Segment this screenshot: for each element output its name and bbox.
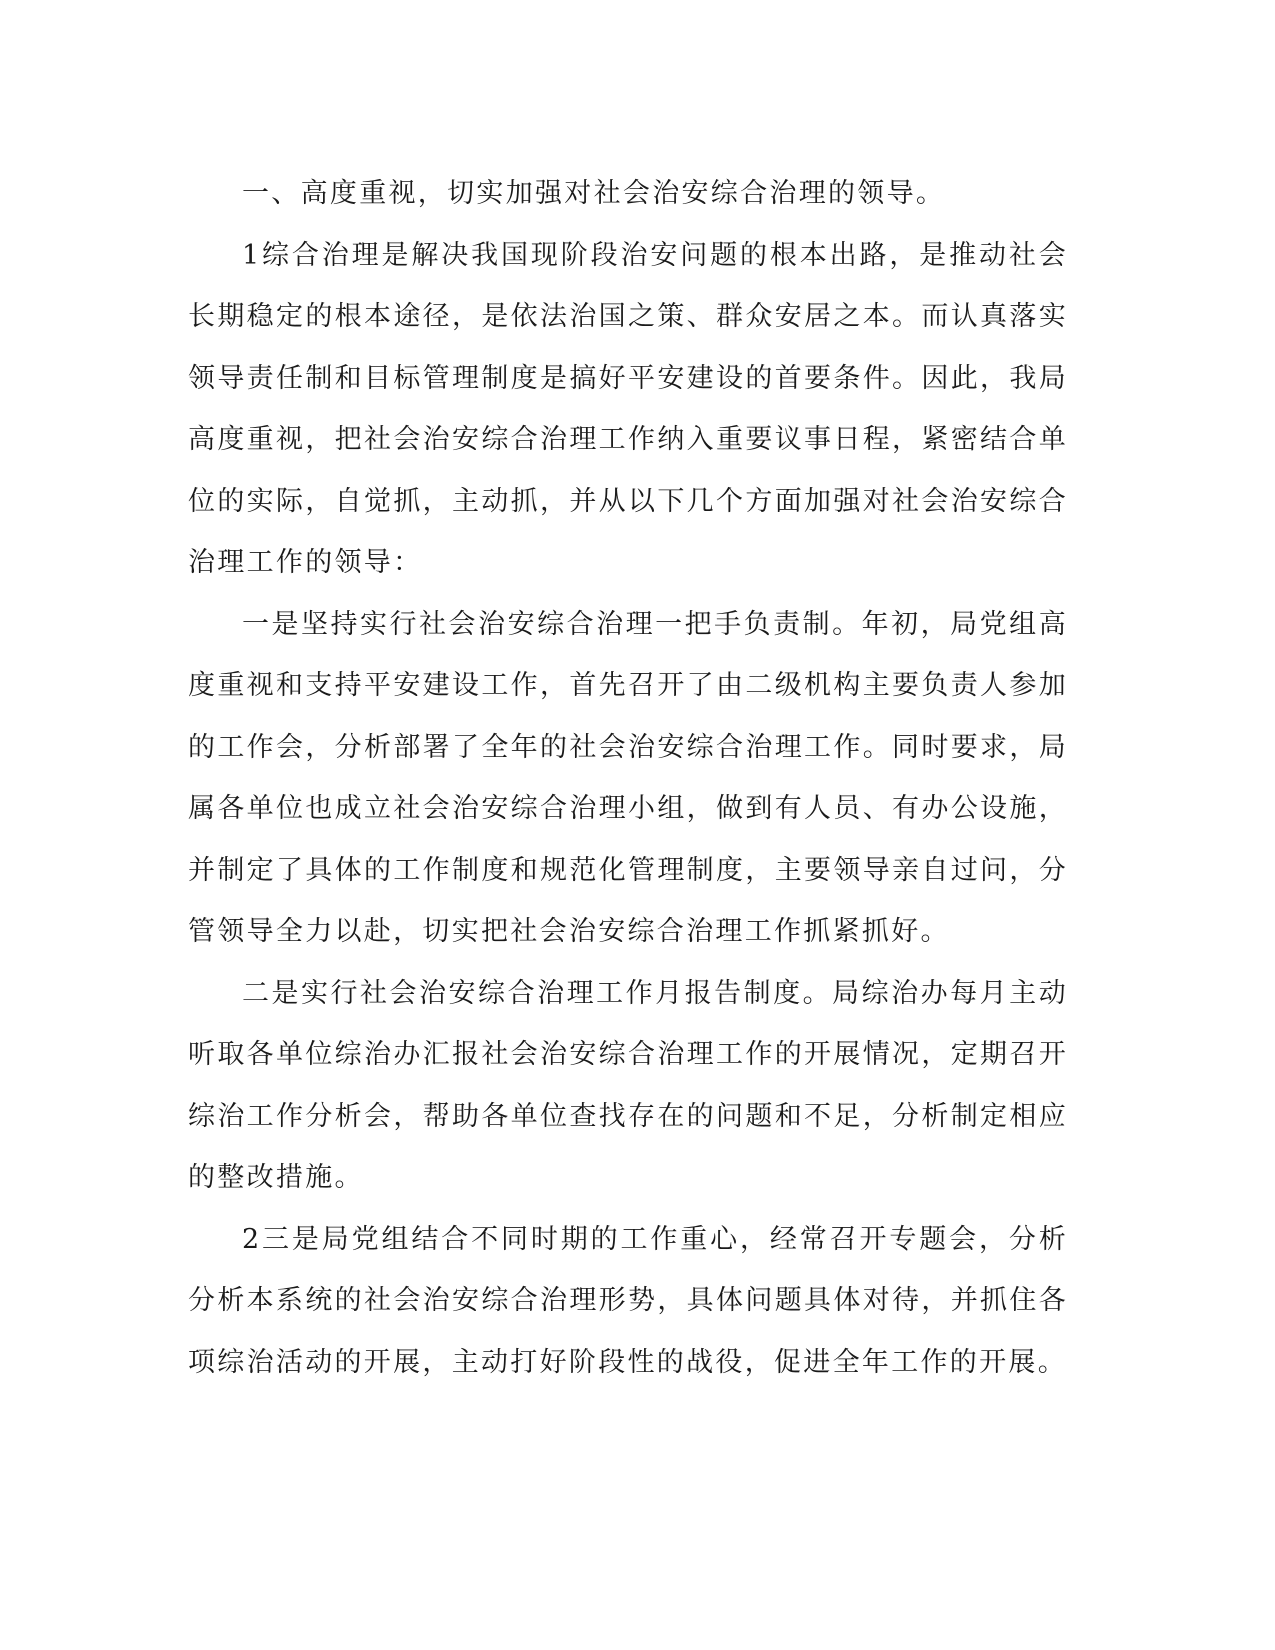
paragraph-1: 1综合治理是解决我国现阶段治安问题的根本出路，是推动社会长期稳定的根本途径，是依法治国之策、群众安居之本。而认真落实领导责任制和目标管理制度是搞好平安建设的首要条件。因此，我局高度重视，把社会治安综合治理工作纳入重要议事日程，紧密结合单位的实际，自觉抓，主动抓，并从以下几个方面加强对社会治安综合治理工作的领导： (188, 239, 1068, 578)
paragraph-2: 一是坚持实行社会治安综合治理一把手负责制。年初，局党组高度重视和支持平安建设工作，首先召开了由二级机构主要负责人参加的工作会，分析部署了全年的社会治安综合治理工作。同时要求，局属各单位也成立社会治安综合治理小组，做到有人员、有办公设施，并制定了具体的工作制度和规范化管理制度，主要领导亲自过问，分管领导全力以赴，切实把社会治安综合治理工作抓紧抓好。 (188, 608, 1068, 947)
paragraph-4: 2三是局党组结合不同时期的工作重心，经常召开专题会，分析分析本系统的社会治安综合治理形势，具体问题具体对待，并抓住各项综治活动的开展，主动打好阶段性的战役，促进全年工作的开展。 (188, 1223, 1068, 1378)
document-body (188, 163, 1068, 1393)
paragraph-heading: 一、高度重视，切实加强对社会治安综合治理的领导。 (242, 178, 946, 209)
paragraph-3: 二是实行社会治安综合治理工作月报告制度。局综治办每月主动听取各单位综治办汇报社会治安综合治理工作的开展情况，定期召开综治工作分析会，帮助各单位查找存在的问题和不足，分析制定相应的整改措施。 (188, 977, 1068, 1193)
